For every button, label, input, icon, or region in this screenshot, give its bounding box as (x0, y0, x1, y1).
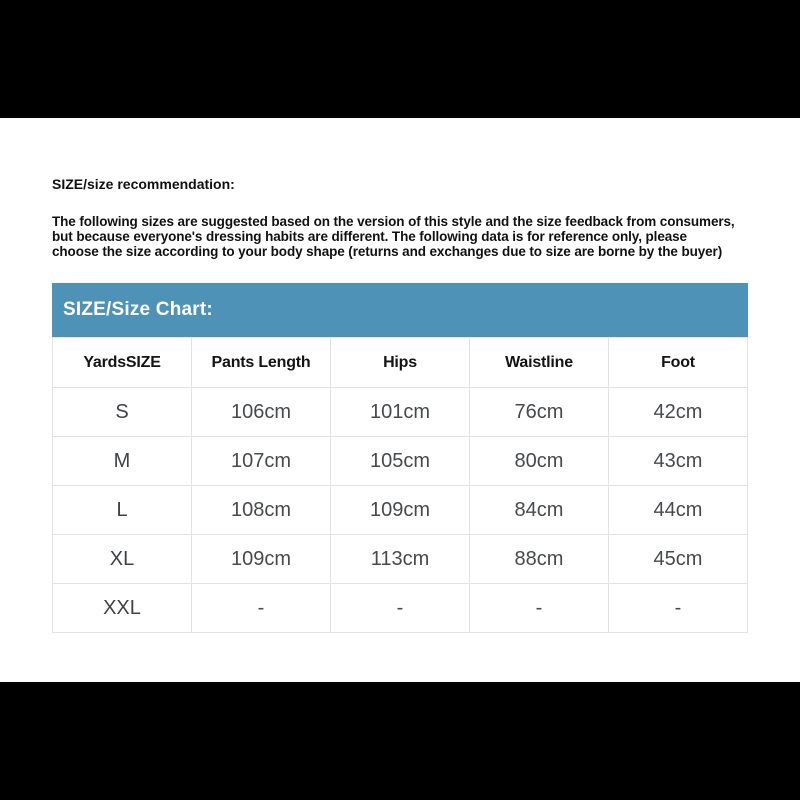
measurement-cell: 113cm (331, 535, 470, 584)
table-header-row (53, 338, 748, 388)
size-recommendation-paragraph (52, 214, 772, 259)
measurement-cell: 101cm (331, 388, 470, 437)
column-header-foot: Foot (609, 338, 748, 388)
size-label: L (53, 486, 192, 535)
table-row (53, 388, 748, 437)
size-chart-banner (52, 283, 748, 337)
bottom-black-bar (0, 682, 800, 800)
size-recommendation-heading: SIZE/size recommendation: (52, 176, 235, 192)
table-row (53, 486, 748, 535)
measurement-cell: - (609, 584, 748, 633)
measurement-cell: 44cm (609, 486, 748, 535)
measurement-cell: 108cm (192, 486, 331, 535)
size-chart-table (52, 337, 748, 633)
measurement-cell: 45cm (609, 535, 748, 584)
measurement-cell: 109cm (331, 486, 470, 535)
measurement-cell: 80cm (470, 437, 609, 486)
measurement-cell: - (331, 584, 470, 633)
table-row (53, 535, 748, 584)
size-label: XXL (53, 584, 192, 633)
measurement-cell: 43cm (609, 437, 748, 486)
size-chart-title: SIZE/Size Chart: (63, 299, 213, 320)
table-row (53, 584, 748, 633)
measurement-cell: 105cm (331, 437, 470, 486)
measurement-cell: 88cm (470, 535, 609, 584)
measurement-cell: 109cm (192, 535, 331, 584)
recommendation-line: The following sizes are suggested based on the version of this style and the size feedback from consumers, (52, 214, 735, 229)
column-header-yardssize: YardsSIZE (53, 338, 192, 388)
top-black-bar (0, 0, 800, 118)
recommendation-line: choose the size according to your body shape (returns and exchanges due to size are borne by the buyer) (52, 244, 723, 259)
size-label: S (53, 388, 192, 437)
measurement-cell: 106cm (192, 388, 331, 437)
recommendation-line: but because everyone's dressing habits are different. The following data is for reference only, please (52, 229, 687, 244)
column-header-hips: Hips (331, 338, 470, 388)
measurement-cell: 84cm (470, 486, 609, 535)
measurement-cell: - (192, 584, 331, 633)
size-label: M (53, 437, 192, 486)
column-header-pants-length: Pants Length (192, 338, 331, 388)
table-row (53, 437, 748, 486)
size-label: XL (53, 535, 192, 584)
measurement-cell: - (470, 584, 609, 633)
column-header-waistline: Waistline (470, 338, 609, 388)
measurement-cell: 42cm (609, 388, 748, 437)
measurement-cell: 107cm (192, 437, 331, 486)
measurement-cell: 76cm (470, 388, 609, 437)
